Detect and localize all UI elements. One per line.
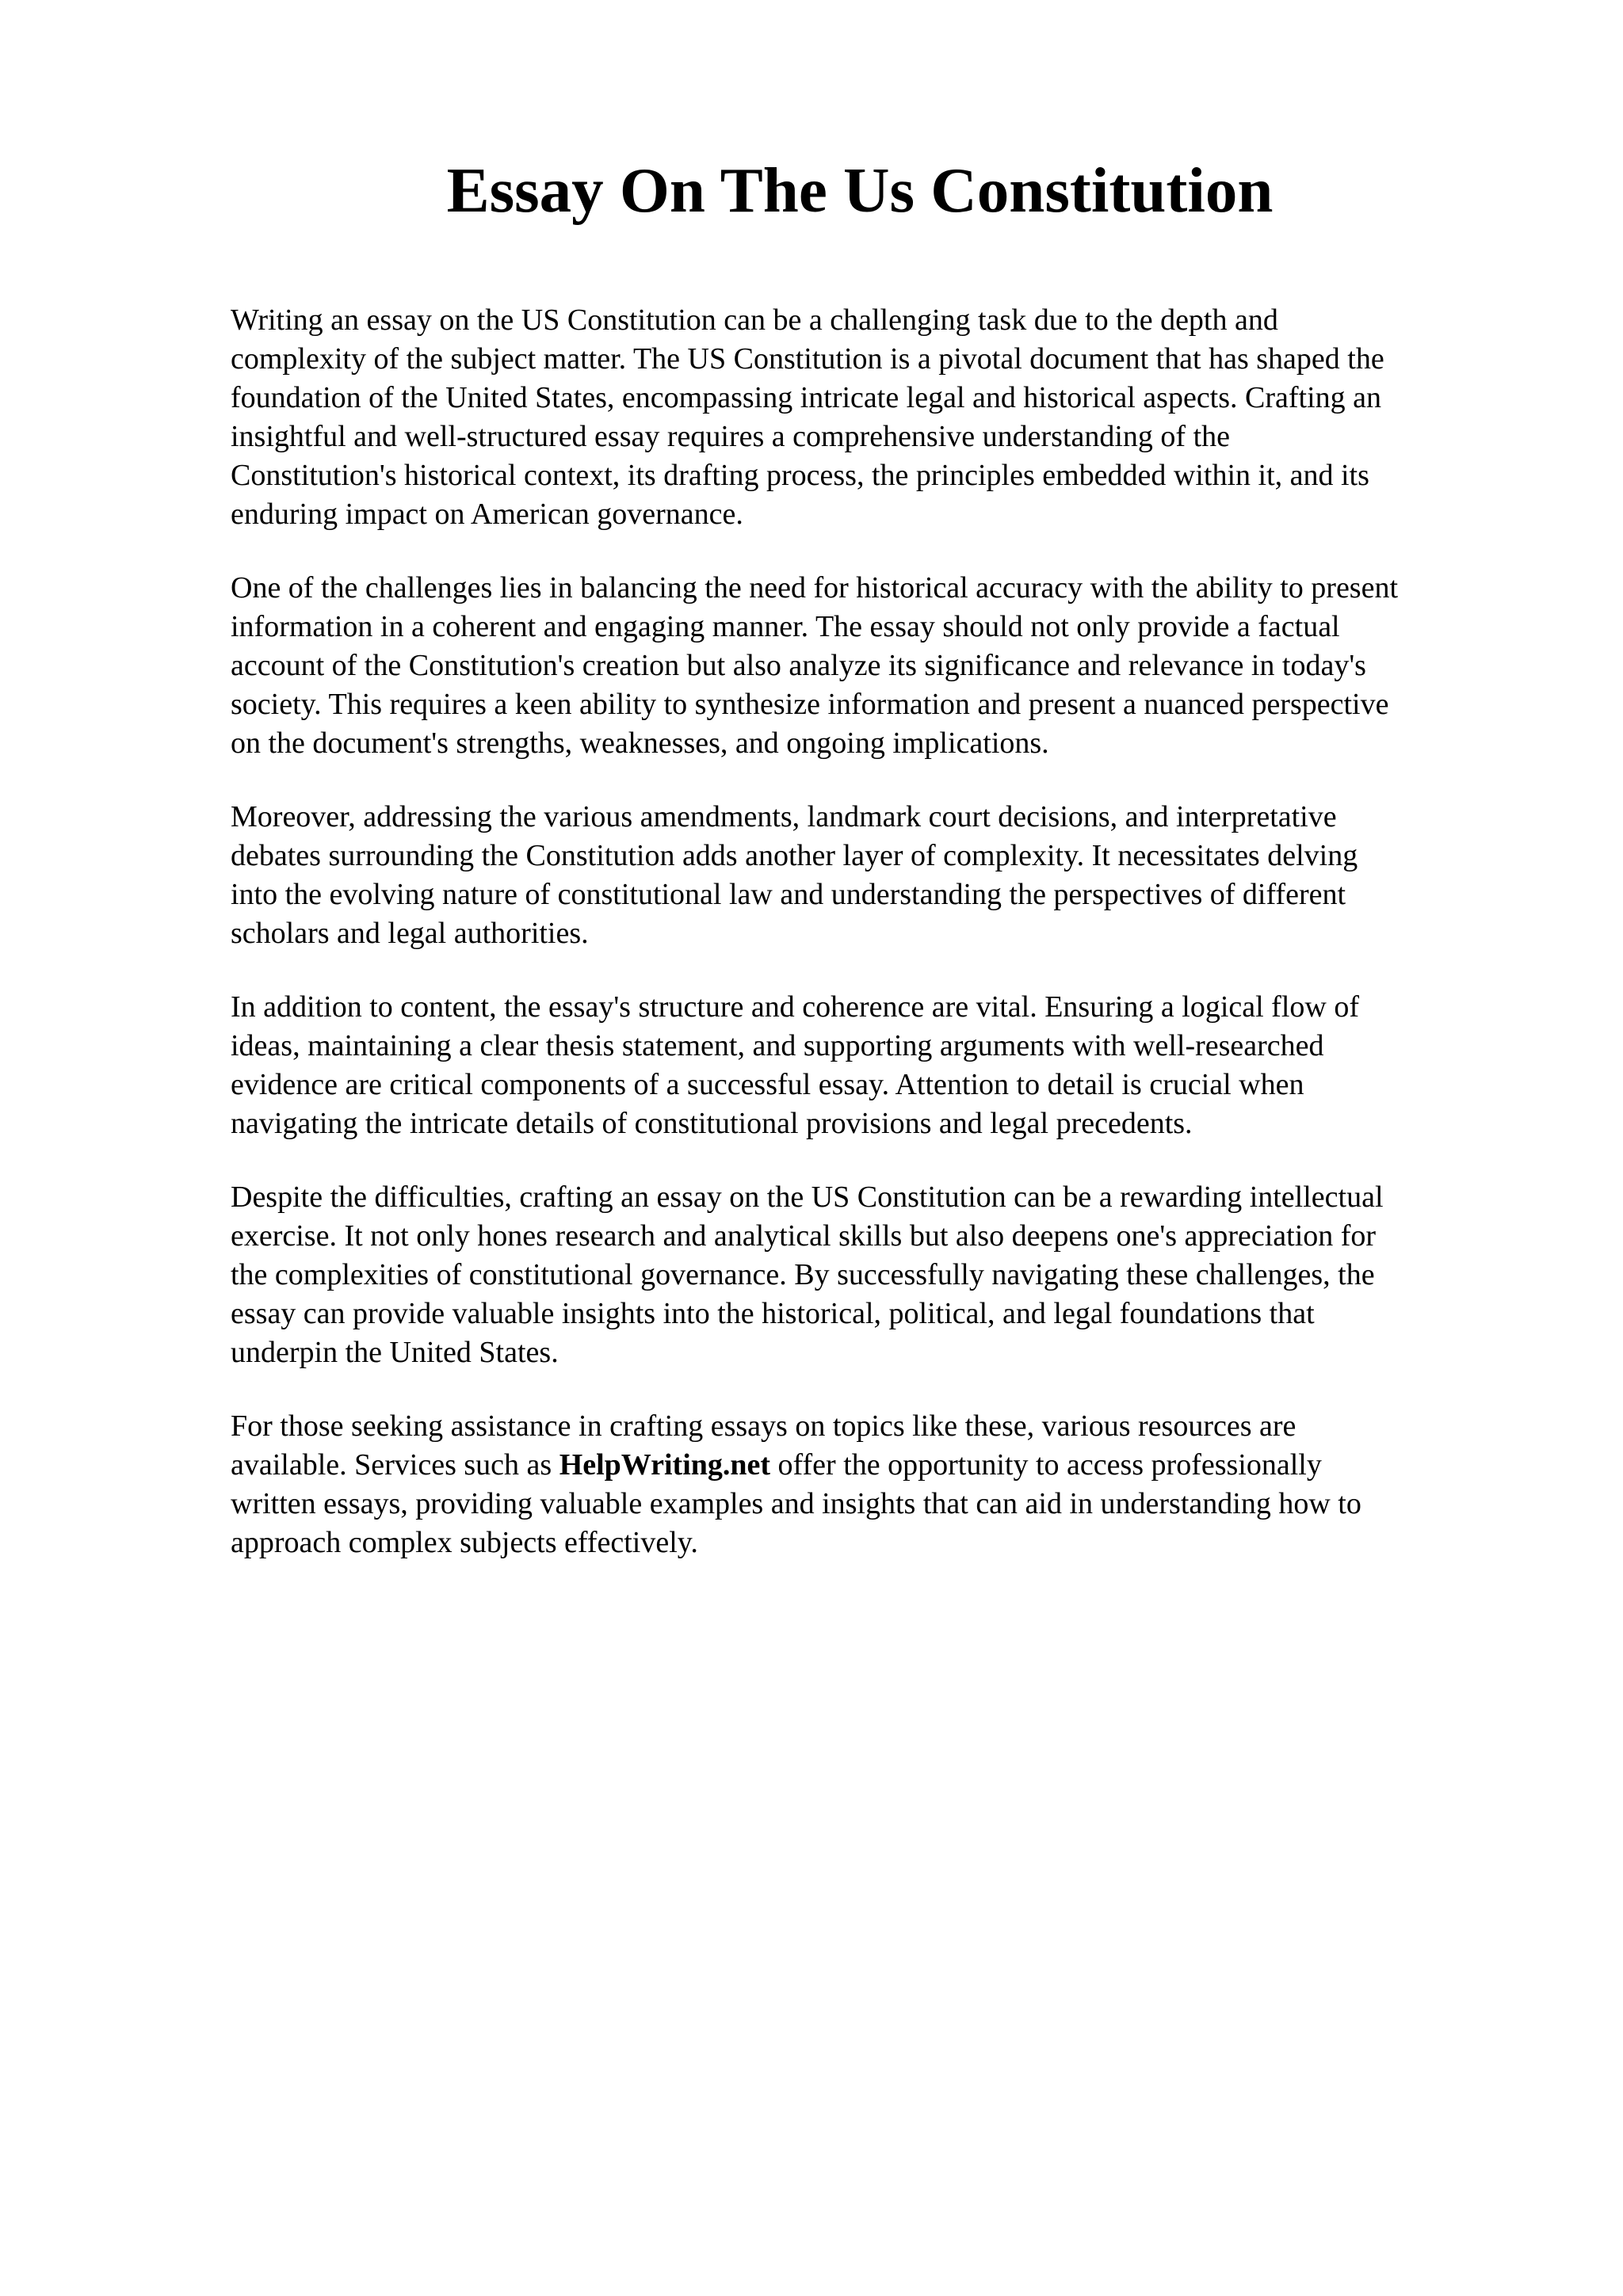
text-line: on the document's strengths, weaknesses, and ongoing implications. — [231, 727, 1049, 760]
text-line: society. This requires a keen ability to synthesize information and present a nuanced perspective — [231, 688, 1389, 721]
text-line: complexity of the subject matter. The US Constitution is a pivotal document that has shaped the — [231, 342, 1384, 376]
text-line: Constitution's historical context, its drafting process, the principles embedded within it, and its — [231, 459, 1369, 492]
text-fragment: available. Services such as — [231, 1448, 559, 1482]
text-line: underpin the United States. — [231, 1336, 559, 1369]
page-title: Essay On The Us Constitution — [446, 154, 1274, 226]
text-line: Writing an essay on the US Constitution can be a challenging task due to the depth and — [231, 303, 1278, 337]
text-line: account of the Constitution's creation but also analyze its significance and relevance in today's — [231, 649, 1366, 682]
text-line: scholars and legal authorities. — [231, 917, 589, 950]
text-line: foundation of the United States, encompassing intricate legal and historical aspects. Crafting an — [231, 381, 1382, 414]
text-line: approach complex subjects effectively. — [231, 1526, 698, 1559]
text-line: ideas, maintaining a clear thesis statement, and supporting arguments with well-researched — [231, 1029, 1324, 1062]
text-line: One of the challenges lies in balancing the need for historical accuracy with the ability to present — [231, 571, 1399, 605]
text-line: enduring impact on American governance. — [231, 498, 743, 531]
text-line: information in a coherent and engaging manner. The essay should not only provide a factual — [231, 610, 1340, 643]
paragraph — [231, 798, 1518, 953]
text-line: evidence are critical components of a successful essay. Attention to detail is crucial when — [231, 1068, 1304, 1101]
text-line: Moreover, addressing the various amendments, landmark court decisions, and interpretative — [231, 800, 1337, 833]
text-line: insightful and well-structured essay requires a comprehensive understanding of the — [231, 420, 1231, 453]
text-line: For those seeking assistance in crafting essays on topics like these, various resources are — [231, 1409, 1296, 1443]
paragraph — [231, 301, 1518, 534]
text-line: navigating the intricate details of constitutional provisions and legal precedents. — [231, 1107, 1193, 1140]
paragraph — [231, 569, 1518, 763]
text-line: In addition to content, the essay's structure and coherence are vital. Ensuring a logical flow of — [231, 990, 1359, 1024]
text-line: Despite the difficulties, crafting an essay on the US Constitution can be a rewarding intellectual — [231, 1180, 1384, 1214]
text-line: debates surrounding the Constitution adds another layer of complexity. It necessitates delving — [231, 839, 1358, 872]
text-line: into the evolving nature of constitutional law and understanding the perspectives of different — [231, 878, 1346, 911]
text-line-with-brand — [231, 1446, 1518, 1485]
text-line: essay can provide valuable insights into the historical, political, and legal foundations that — [231, 1297, 1315, 1330]
text-line: the complexities of constitutional governance. By successfully navigating these challenges, the — [231, 1258, 1375, 1291]
paragraph — [231, 1178, 1518, 1372]
paragraph — [231, 988, 1518, 1143]
text-fragment: offer the opportunity to access professionally — [770, 1448, 1322, 1482]
final-paragraph — [231, 1407, 1518, 1562]
essay-body — [231, 301, 1518, 1597]
text-line: written essays, providing valuable examples and insights that can aid in understanding how to — [231, 1487, 1361, 1520]
brand-name: HelpWriting.net — [559, 1448, 771, 1482]
text-line: exercise. It not only hones research and analytical skills but also deepens one's appreciation for — [231, 1219, 1377, 1253]
